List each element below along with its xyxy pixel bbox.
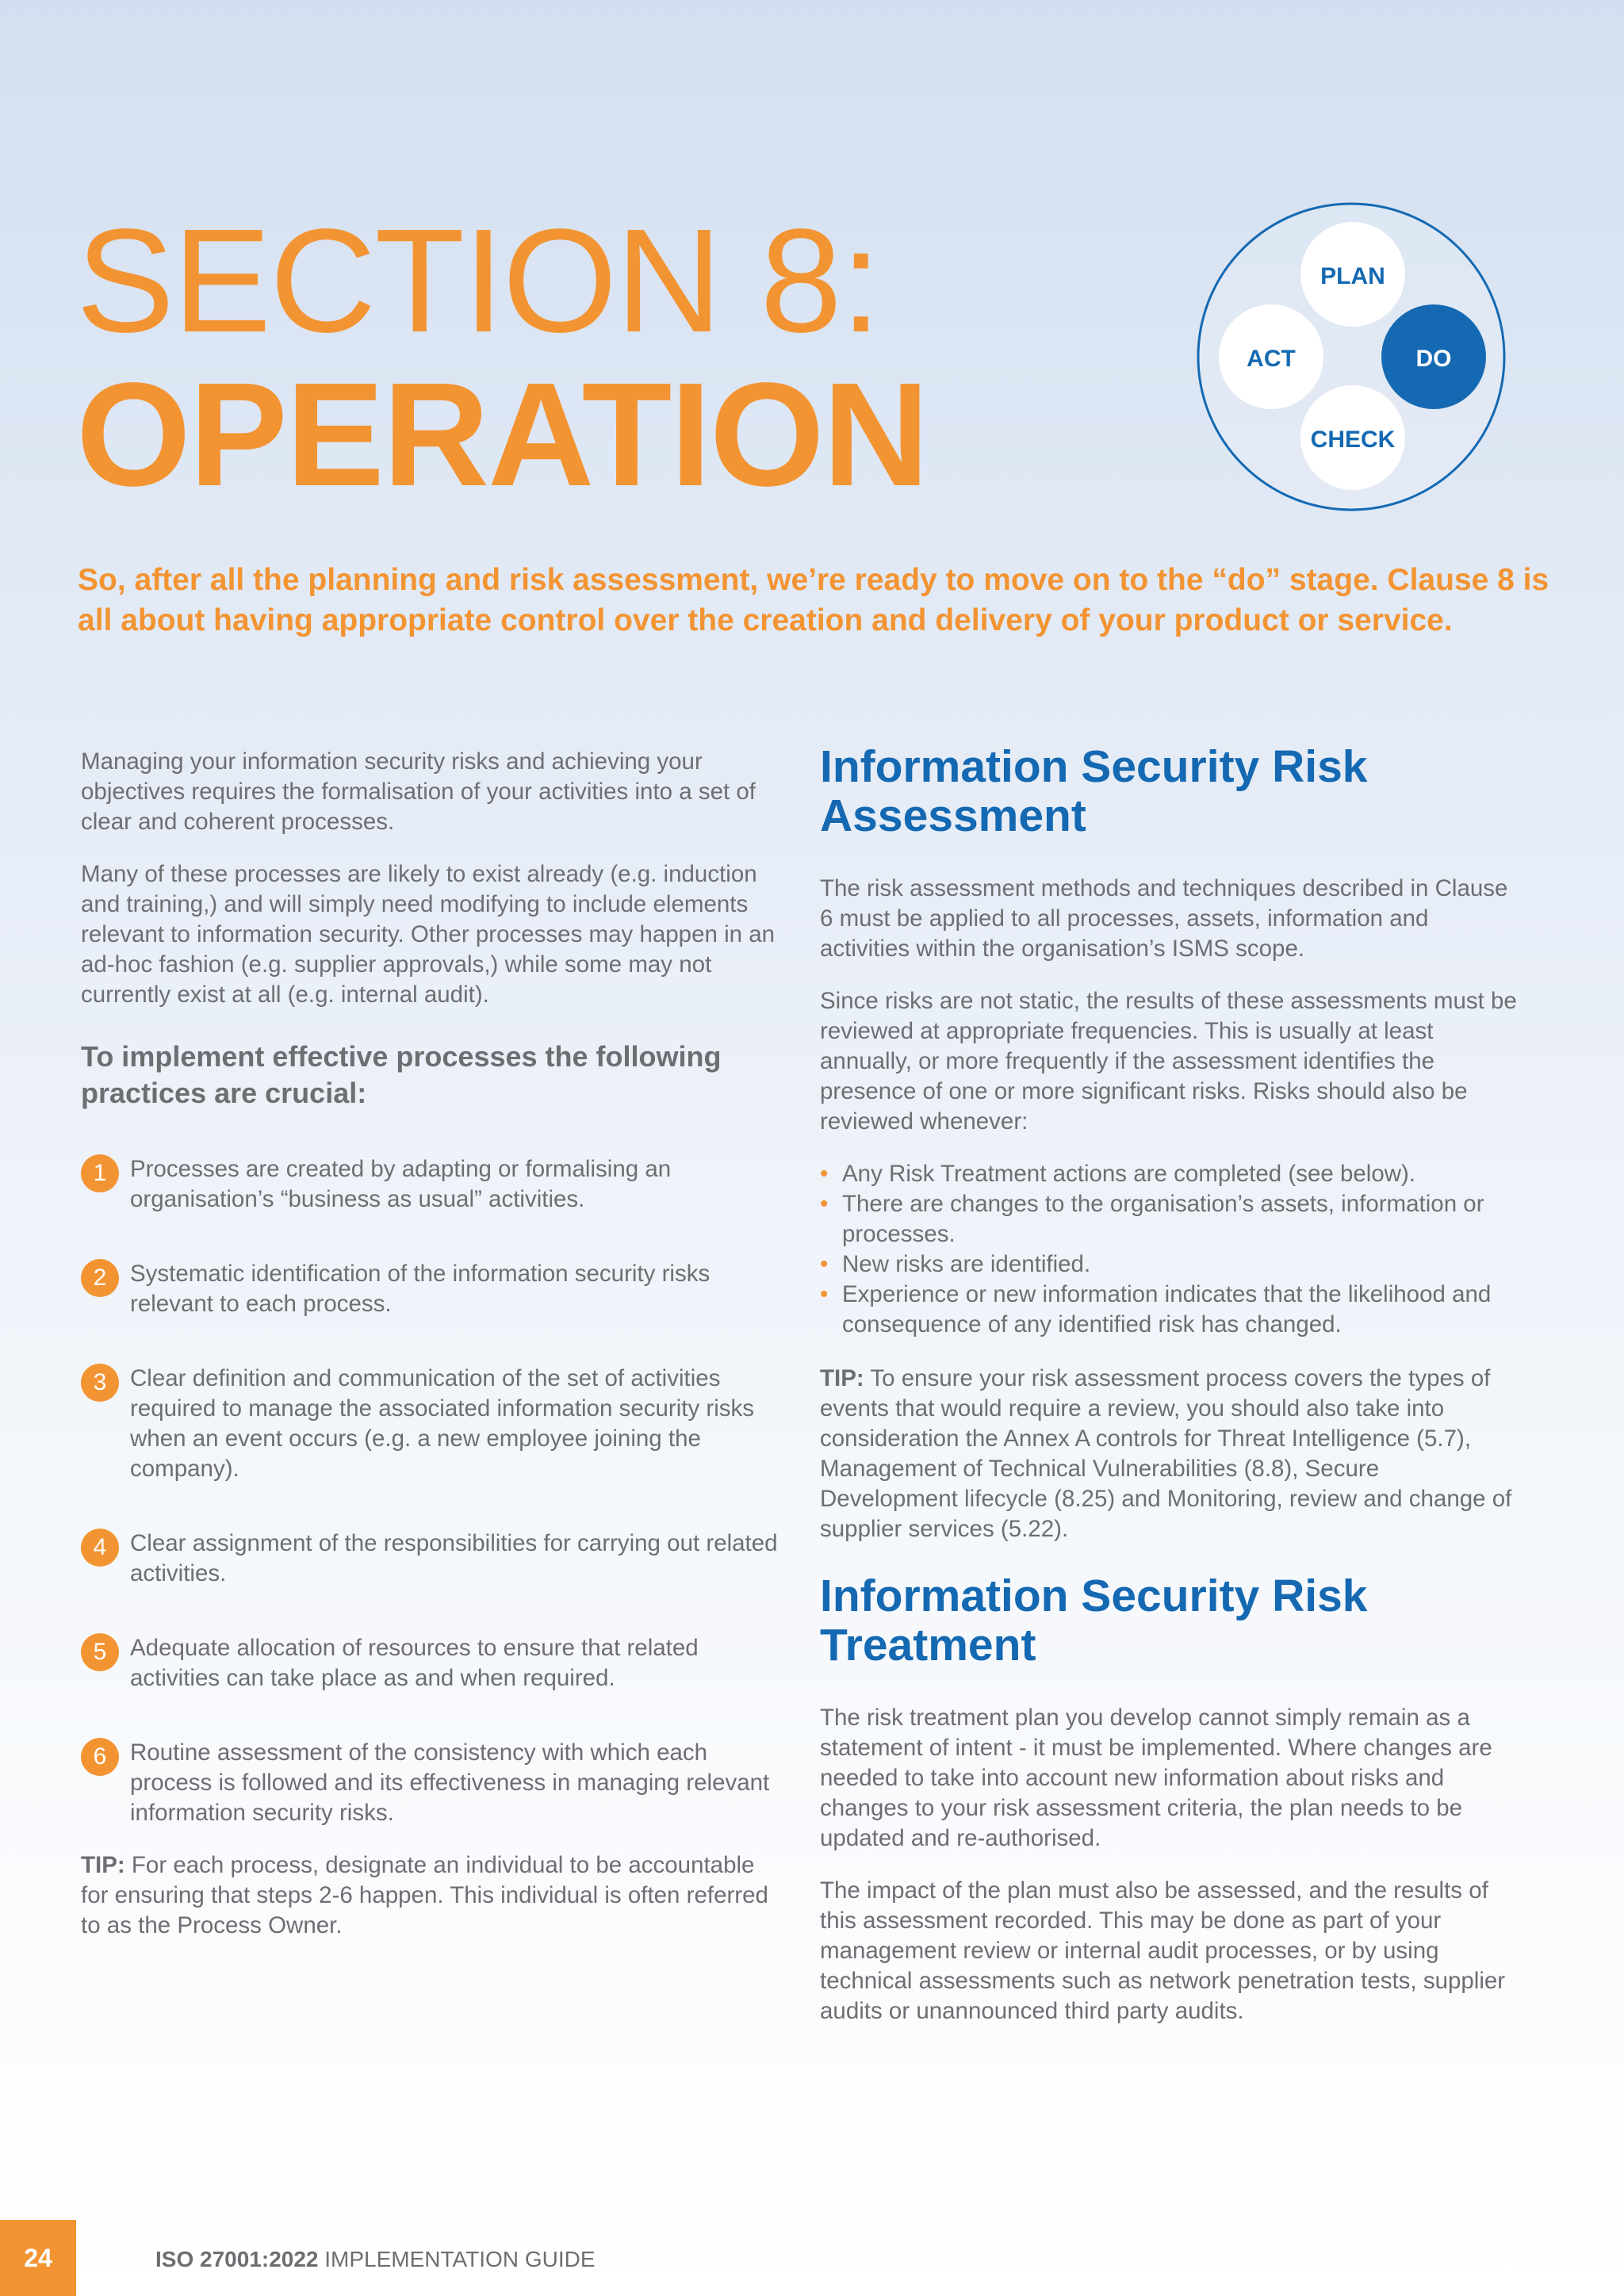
bullet-item: • Any Risk Treatment actions are completed (see below). (820, 1159, 1518, 1189)
number-badge: 4 (81, 1529, 119, 1567)
footer-guide-bold: ISO 27001:2022 (155, 2247, 319, 2271)
list-item (81, 1529, 779, 1589)
footer-guide-title (155, 2247, 596, 2272)
left-column (81, 747, 779, 1963)
intro-paragraph: So, after all the planning and risk assessment, we’re ready to move on to the “do” stage. Clause 8 is all about having appropriate control over the creation and delivery of your product or service. (78, 563, 1549, 637)
right-column (820, 742, 1518, 2049)
pdca-cycle-diagram (1196, 201, 1507, 512)
bullet-item: • New risks are identified. (820, 1249, 1518, 1280)
list-item-text: Routine assessment of the consistency with which each process is followed and its effectiveness in managing relevant information security risks. (130, 1739, 770, 1826)
list-item (81, 1738, 779, 1828)
right-paragraph-1: The risk assessment methods and techniques described in Clause 6 must be applied to all processes, assets, information and activities within the organisation’s ISMS scope. (820, 875, 1508, 962)
number-badge: 6 (81, 1738, 119, 1776)
right-paragraph-3: The risk treatment plan you develop cannot simply remain as a statement of intent - it must be implemented. Where changes are needed to take into account new information about risks and changes to your risk assessment criteria, the plan needs to be updated and re-authorised. (820, 1705, 1492, 1851)
risk-assessment-heading: Information Security Risk Assessment (820, 741, 1368, 841)
left-tip (81, 1850, 779, 1941)
pdca-act-label: ACT (1247, 346, 1296, 372)
left-paragraph-1: Managing your information security risks and achieving your objectives requires the formalisation of your activities into a set of clear and coherent processes. (81, 748, 756, 835)
section-subtitle: OPERATION (76, 353, 928, 517)
risk-treatment-heading: Information Security Risk Treatment (820, 1571, 1368, 1670)
list-item-text: Adequate allocation of resources to ensure that related activities can take place as and when required. (130, 1635, 699, 1691)
tip-text: For each process, designate an individual to be accountable for ensuring that steps 2-6 happen. This individual is often referred to as the Process Owner. (81, 1852, 768, 1938)
list-item (81, 1633, 779, 1693)
list-item-text: Processes are created by adapting or formalising an organisation’s “business as usual” activities. (130, 1156, 672, 1212)
number-badge: 5 (81, 1633, 119, 1671)
page-number: 24 (24, 2244, 52, 2272)
footer-guide-rest: IMPLEMENTATION GUIDE (318, 2247, 596, 2271)
right-paragraph-2: Since risks are not static, the results of these assessments must be reviewed at appropriate frequencies. This is usually at least annually, or more frequently if the assessment identifies the presence of one or more significant risks. Risks should also be reviewed whenever: (820, 988, 1517, 1135)
bullet-item: • Experience or new information indicates that the likelihood and consequence of any identified risk has changed. (820, 1280, 1518, 1340)
tip-text: To ensure your risk assessment process covers the types of events that would require a review, you should also take into consideration the Annex A controls for Threat Intelligence (5.7), Management of Technical Vulnerabilities (8.8), Secure Development lifecycle (8.25) and Monitoring, review and change of supplier services (5.22). (820, 1365, 1512, 1542)
list-item (81, 1259, 779, 1319)
pdca-plan-label: PLAN (1320, 263, 1385, 289)
bullet-item: • There are changes to the organisation’s assets, information or processes. (820, 1189, 1518, 1249)
list-item-text: Clear definition and communication of the set of activities required to manage the associated information security risks when an event occurs (e.g. a new employee joining the company). (130, 1365, 755, 1482)
practices-heading: To implement effective processes the following practices are crucial: (81, 1040, 722, 1109)
number-badge: 3 (81, 1364, 119, 1402)
number-badge: 1 (81, 1154, 119, 1192)
list-item (81, 1364, 779, 1484)
tip-label: TIP: (81, 1852, 125, 1878)
tip-label: TIP: (820, 1365, 864, 1391)
pdca-check-label: CHECK (1310, 427, 1396, 453)
list-item-text: Systematic identification of the information security risks relevant to each process. (130, 1261, 710, 1317)
section-title: SECTION 8: (76, 199, 880, 363)
list-item-text: Clear assignment of the responsibilities for carrying out related activities. (130, 1530, 778, 1586)
right-paragraph-4: The impact of the plan must also be assessed, and the results of this assessment recorded. This may be done as part of your management review or internal audit processes, or by using technical assessments such as network penetration tests, supplier audits or unannounced third party audits. (820, 1877, 1506, 2024)
right-tip (820, 1364, 1518, 1544)
practices-list (81, 1154, 779, 1828)
number-badge: 2 (81, 1259, 119, 1297)
pdca-do-label: DO (1415, 346, 1452, 372)
review-triggers-list (820, 1159, 1518, 1340)
list-item (81, 1154, 779, 1215)
left-paragraph-2: Many of these processes are likely to exist already (e.g. induction and training,) and will simply need modifying to include elements relevant to information security. Other processes may happen in an ad-hoc fashion (e.g. supplier approvals,) while some may not currently exist at all (e.g. internal audit). (81, 861, 776, 1008)
